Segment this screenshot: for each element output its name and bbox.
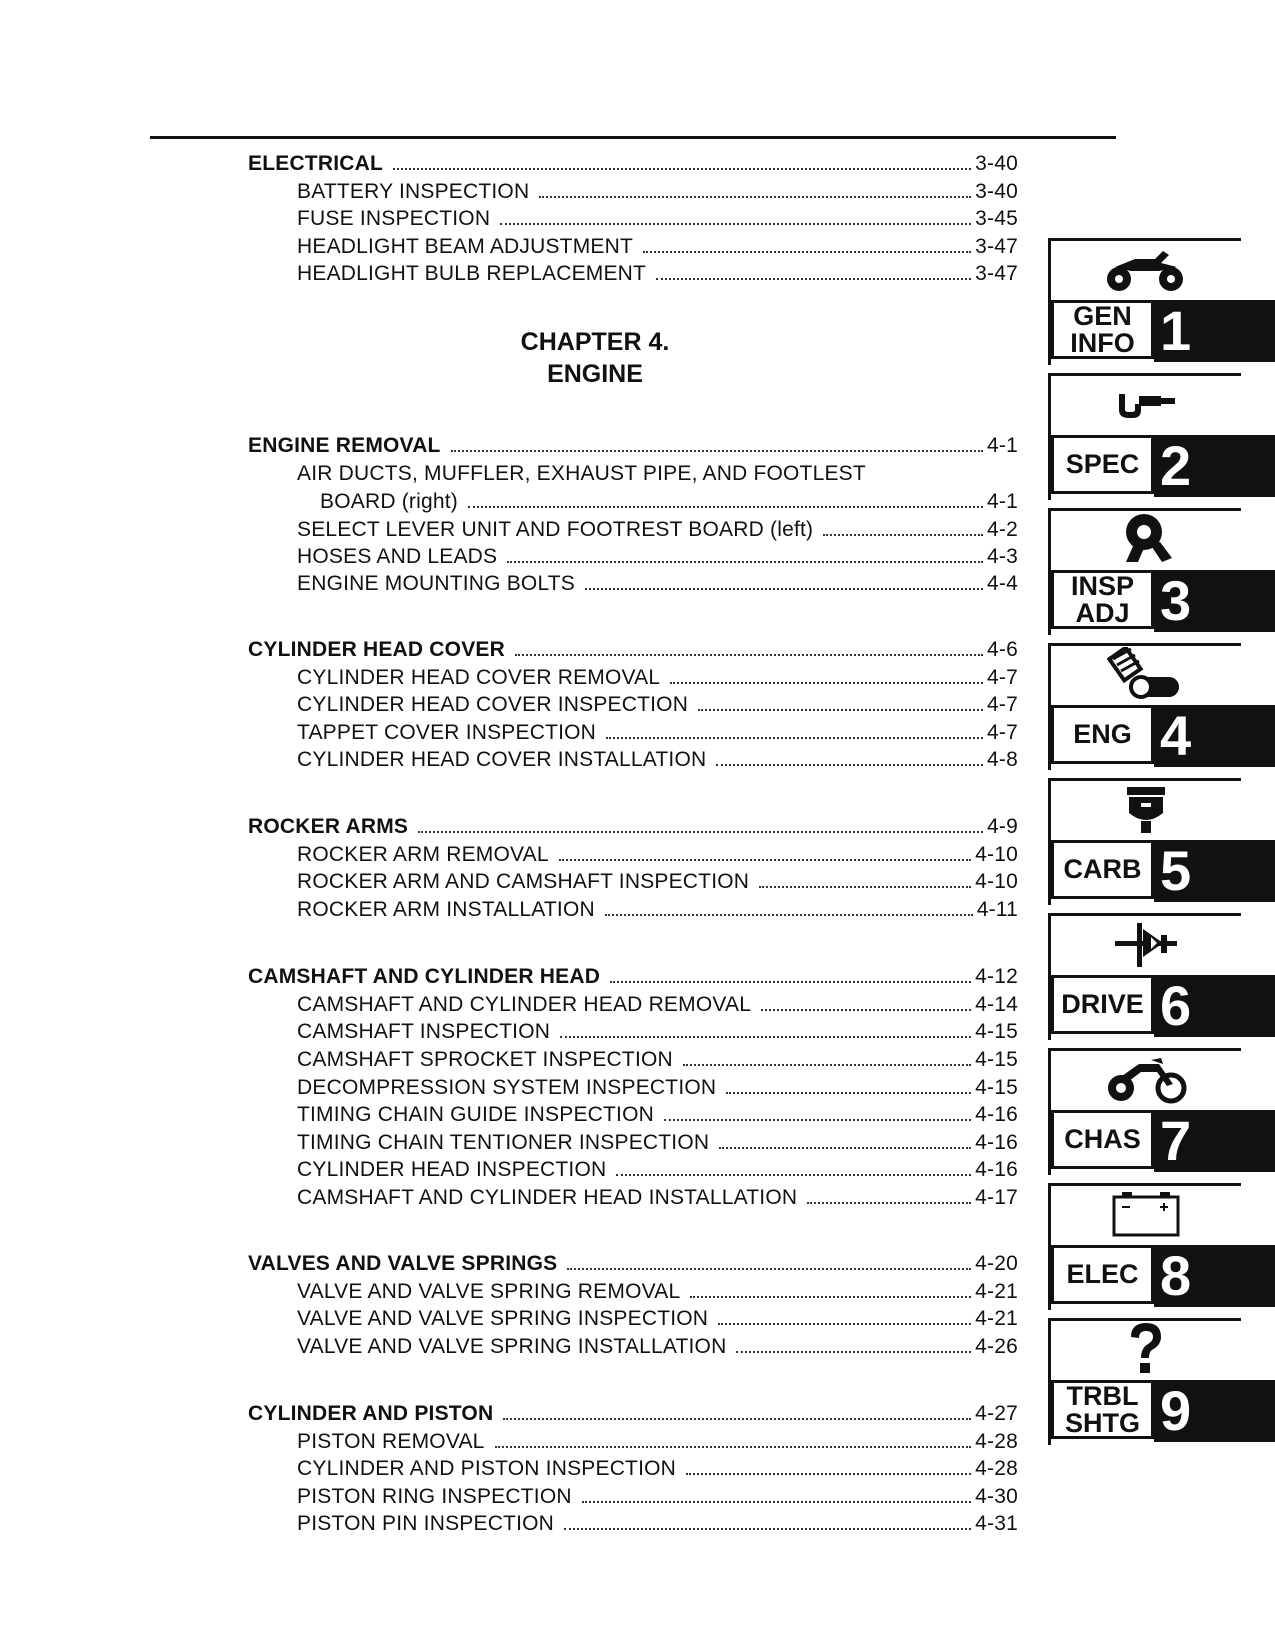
tab-number: 5 — [1154, 840, 1275, 902]
toc-item-label: ROCKER ARM AND CAMSHAFT INSPECTION — [297, 870, 750, 893]
toc-item-label: ENGINE MOUNTING BOLTS — [297, 572, 575, 595]
toc-section-camshaft-cylinder-head[interactable] — [248, 961, 1018, 989]
leader-dots — [393, 168, 971, 170]
tab-number: 3 — [1154, 570, 1275, 632]
toc-item[interactable] — [297, 1481, 1018, 1509]
toc-item-label: CYLINDER HEAD COVER INSTALLATION — [297, 748, 707, 771]
toc-item[interactable] — [297, 1276, 1018, 1304]
toc-page-number: 4-7 — [987, 666, 1018, 689]
toc-page-number: 4-15 — [975, 1020, 1018, 1043]
leader-dots — [690, 1296, 971, 1298]
toc-item[interactable] — [297, 1099, 1018, 1127]
tab-chas[interactable] — [1048, 1048, 1275, 1174]
tab-number: 4 — [1154, 705, 1275, 767]
toc-page-number: 4-8 — [987, 748, 1018, 771]
toc-item-label: DECOMPRESSION SYSTEM INSPECTION — [297, 1076, 717, 1099]
toc-item[interactable] — [297, 176, 1018, 204]
tab-label: SPEC — [1051, 435, 1154, 494]
leader-dots — [539, 196, 971, 198]
leader-dots — [507, 561, 983, 563]
toc-item[interactable] — [297, 1182, 1018, 1210]
chapter-title: ENGINE — [547, 360, 643, 388]
toc-item[interactable] — [320, 486, 1018, 514]
leader-dots — [559, 859, 971, 861]
toc-page-number: 4-11 — [976, 898, 1018, 921]
toc-page-number: 4-1 — [987, 490, 1018, 513]
toc-page-number: 3-40 — [975, 152, 1018, 175]
toc-page-number: 4-16 — [975, 1131, 1018, 1154]
toc-page-number: 4-28 — [975, 1457, 1018, 1480]
leader-dots — [560, 1036, 971, 1038]
tab-number: 9 — [1154, 1380, 1275, 1442]
toc-item-label: TAPPET COVER INSPECTION — [297, 721, 597, 744]
toc-item-label: FUSE INSPECTION — [297, 207, 491, 230]
leader-dots — [418, 831, 983, 833]
leader-dots — [564, 1528, 971, 1530]
toc-section-label: CAMSHAFT AND CYLINDER HEAD — [248, 965, 601, 988]
tab-number: 2 — [1154, 435, 1275, 497]
toc-item[interactable] — [297, 662, 1018, 690]
toc-section-label: CYLINDER AND PISTON — [248, 1402, 494, 1425]
tab-label: DRIVE — [1051, 975, 1154, 1034]
toc-item-label: PISTON PIN INSPECTION — [297, 1512, 555, 1535]
leader-dots — [585, 588, 983, 590]
toc-item-label: CYLINDER HEAD COVER INSPECTION — [297, 693, 689, 716]
toc-item-label: VALVE AND VALVE SPRING INSPECTION — [297, 1307, 709, 1330]
toc-item[interactable] — [297, 568, 1018, 596]
leader-dots — [759, 886, 971, 888]
leader-dots — [670, 682, 983, 684]
toc-page-number: 4-10 — [975, 870, 1018, 893]
tab-label: INSP ADJ — [1051, 570, 1154, 629]
toc-item[interactable] — [297, 458, 1018, 486]
toc-page-number: 4-30 — [975, 1485, 1018, 1508]
chapter-number: CHAPTER 4. — [520, 328, 670, 356]
toc-section-label: ENGINE REMOVAL — [248, 434, 441, 457]
toc-page-number: 4-7 — [987, 693, 1018, 716]
tab-label: GEN INFO — [1051, 300, 1154, 359]
tab-elec[interactable] — [1048, 1183, 1275, 1309]
toc-item[interactable] — [297, 203, 1018, 231]
tab-insp-adj[interactable] — [1048, 508, 1275, 634]
tab-gen-info[interactable] — [1048, 238, 1275, 364]
toc-page-number: 4-16 — [975, 1103, 1018, 1126]
chassis-icon — [1051, 1051, 1241, 1107]
toc-item[interactable] — [297, 1426, 1018, 1454]
toc-page-number: 4-20 — [975, 1252, 1018, 1275]
toc-item-label: TIMING CHAIN GUIDE INSPECTION — [297, 1103, 654, 1126]
toc-item-label: CAMSHAFT INSPECTION — [297, 1020, 551, 1043]
toc-item-label: VALVE AND VALVE SPRING INSTALLATION — [297, 1335, 727, 1358]
toc-item[interactable] — [297, 1508, 1018, 1536]
tab-trbl-shtg[interactable] — [1048, 1318, 1275, 1444]
toc-item[interactable] — [297, 839, 1018, 867]
toc-section-electrical[interactable] — [248, 148, 1018, 176]
leader-dots — [606, 737, 983, 739]
toc-page-number: 4-10 — [975, 843, 1018, 866]
toc-section-label: ELECTRICAL — [248, 152, 383, 175]
toc-item-label: ROCKER ARM INSTALLATION — [297, 898, 595, 921]
tab-drive[interactable] — [1048, 913, 1275, 1039]
toc-section-valves[interactable] — [248, 1248, 1018, 1276]
toc-section-rocker-arms[interactable] — [248, 811, 1018, 839]
toc-item-label: SELECT LEVER UNIT AND FOOTREST BOARD (left) — [297, 518, 814, 541]
toc-section-engine-removal[interactable] — [248, 430, 1018, 458]
carburetor-icon — [1051, 781, 1241, 837]
toc-section-label: CYLINDER HEAD COVER — [248, 638, 505, 661]
toc-item[interactable] — [297, 989, 1018, 1017]
leader-dots — [719, 1147, 971, 1149]
toc-section-label: VALVES AND VALVE SPRINGS — [248, 1252, 558, 1275]
toc-item[interactable] — [297, 866, 1018, 894]
toc-item-label: HOSES AND LEADS — [297, 545, 498, 568]
leader-dots — [823, 534, 983, 536]
toc-page-number: 4-2 — [987, 518, 1018, 541]
leader-dots — [605, 914, 973, 916]
toc-item[interactable] — [297, 689, 1018, 717]
toc-section-label: ROCKER ARMS — [248, 815, 409, 838]
tab-label: CHAS — [1051, 1110, 1154, 1169]
leader-dots — [683, 1064, 971, 1066]
tab-number: 8 — [1154, 1245, 1275, 1307]
toc-item[interactable] — [297, 717, 1018, 745]
toc-page-number: 4-26 — [975, 1335, 1018, 1358]
battery-icon — [1051, 1186, 1241, 1242]
toc-item[interactable] — [297, 1072, 1018, 1100]
question-icon — [1051, 1321, 1241, 1377]
leader-dots — [643, 251, 971, 253]
toc-item-label: CAMSHAFT AND CYLINDER HEAD INSTALLATION — [297, 1186, 798, 1209]
toc-item-label: HEADLIGHT BEAM ADJUSTMENT — [297, 235, 633, 258]
toc-item-label: TIMING CHAIN TENTIONER INSPECTION — [297, 1131, 710, 1154]
toc-item-label: CYLINDER HEAD COVER REMOVAL — [297, 666, 661, 689]
leader-dots — [686, 1473, 971, 1475]
toc-item-label: BATTERY INSPECTION — [297, 180, 530, 203]
toc-item-label: PISTON RING INSPECTION — [297, 1485, 572, 1508]
leader-dots — [656, 278, 971, 280]
gauge-tool-icon — [1051, 376, 1241, 432]
toc-item[interactable] — [297, 1044, 1018, 1072]
toc-item[interactable] — [297, 1303, 1018, 1331]
chapter-heading — [440, 326, 750, 390]
wrench-icon — [1051, 511, 1241, 567]
leader-dots — [500, 223, 971, 225]
toc-page-number: 4-15 — [975, 1076, 1018, 1099]
leader-dots — [515, 654, 983, 656]
toc-item-label: CYLINDER HEAD INSPECTION — [297, 1158, 607, 1181]
leader-dots — [736, 1351, 971, 1353]
engine-icon — [1051, 646, 1241, 702]
toc-page-number: 4-28 — [975, 1430, 1018, 1453]
toc-item[interactable] — [297, 231, 1018, 259]
toc-item[interactable] — [297, 894, 1018, 922]
leader-dots — [807, 1202, 971, 1204]
tab-number: 7 — [1154, 1110, 1275, 1172]
leader-dots — [716, 764, 983, 766]
toc-item-label: CYLINDER AND PISTON INSPECTION — [297, 1457, 677, 1480]
toc-section-cylinder-piston[interactable] — [248, 1398, 1018, 1426]
tab-eng[interactable] — [1048, 643, 1275, 769]
toc-page-number: 4-21 — [975, 1307, 1018, 1330]
toc-item-label: PISTON REMOVAL — [297, 1430, 485, 1453]
toc-page-number: 3-45 — [975, 207, 1018, 230]
toc-page-number: 4-31 — [975, 1512, 1018, 1535]
toc-page-number: 4-1 — [987, 434, 1018, 457]
tab-number: 6 — [1154, 975, 1275, 1037]
toc-page-number: 4-9 — [987, 815, 1018, 838]
toc-page-number: 3-40 — [975, 180, 1018, 203]
toc-page-number: 4-27 — [975, 1402, 1018, 1425]
toc-section-cylinder-head-cover[interactable] — [248, 634, 1018, 662]
toc-item-label: CAMSHAFT AND CYLINDER HEAD REMOVAL — [297, 993, 752, 1016]
tab-spec[interactable] — [1048, 373, 1275, 499]
atv-icon — [1051, 241, 1241, 297]
tab-label: CARB — [1051, 840, 1154, 899]
toc-page-number: 4-21 — [975, 1280, 1018, 1303]
toc-item[interactable] — [297, 1453, 1018, 1481]
toc-page-number: 4-6 — [987, 638, 1018, 661]
leader-dots — [582, 1501, 971, 1503]
toc-item[interactable] — [297, 1331, 1018, 1359]
leader-dots — [761, 1009, 971, 1011]
drive-icon — [1051, 916, 1241, 972]
tab-number: 1 — [1154, 300, 1275, 362]
toc-page-number: 4-4 — [987, 572, 1018, 595]
toc-item[interactable] — [297, 541, 1018, 569]
tab-label: ENG — [1051, 705, 1154, 764]
toc-page-number: 3-47 — [975, 235, 1018, 258]
leader-dots — [495, 1446, 972, 1448]
leader-dots — [664, 1119, 971, 1121]
toc-page-number: 4-7 — [987, 721, 1018, 744]
toc-item-label: AIR DUCTS, MUFFLER, EXHAUST PIPE, AND FOOTLEST — [297, 462, 866, 485]
leader-dots — [718, 1323, 971, 1325]
toc-page-number: 4-3 — [987, 545, 1018, 568]
leader-dots — [726, 1092, 971, 1094]
toc-item[interactable] — [297, 514, 1018, 542]
toc-item-label: VALVE AND VALVE SPRING REMOVAL — [297, 1280, 681, 1303]
toc-item-label: CAMSHAFT SPROCKET INSPECTION — [297, 1048, 673, 1071]
tab-label: TRBL SHTG — [1051, 1380, 1154, 1439]
toc-item[interactable] — [297, 744, 1018, 772]
tab-label: ELEC — [1051, 1245, 1154, 1304]
tab-carb[interactable] — [1048, 778, 1275, 904]
toc-item[interactable] — [297, 1016, 1018, 1044]
toc-item-label: HEADLIGHT BULB REPLACEMENT — [297, 262, 647, 285]
toc-item[interactable] — [297, 258, 1018, 286]
toc-item-label: BOARD (right) — [320, 490, 458, 513]
toc-page-number: 4-15 — [975, 1048, 1018, 1071]
toc-item[interactable] — [297, 1127, 1018, 1155]
toc-page-number: 3-47 — [975, 262, 1018, 285]
leader-dots — [503, 1418, 971, 1420]
toc-item-label: ROCKER ARM REMOVAL — [297, 843, 549, 866]
toc-item[interactable] — [297, 1154, 1018, 1182]
toc-page-number: 4-12 — [975, 965, 1018, 988]
leader-dots — [698, 709, 983, 711]
leader-dots — [451, 450, 983, 452]
leader-dots — [616, 1174, 971, 1176]
leader-dots — [468, 506, 983, 508]
toc-page-number: 4-16 — [975, 1158, 1018, 1181]
toc-page-number: 4-14 — [975, 993, 1018, 1016]
leader-dots — [567, 1268, 971, 1270]
leader-dots — [610, 981, 971, 983]
toc-page-number: 4-17 — [975, 1186, 1018, 1209]
